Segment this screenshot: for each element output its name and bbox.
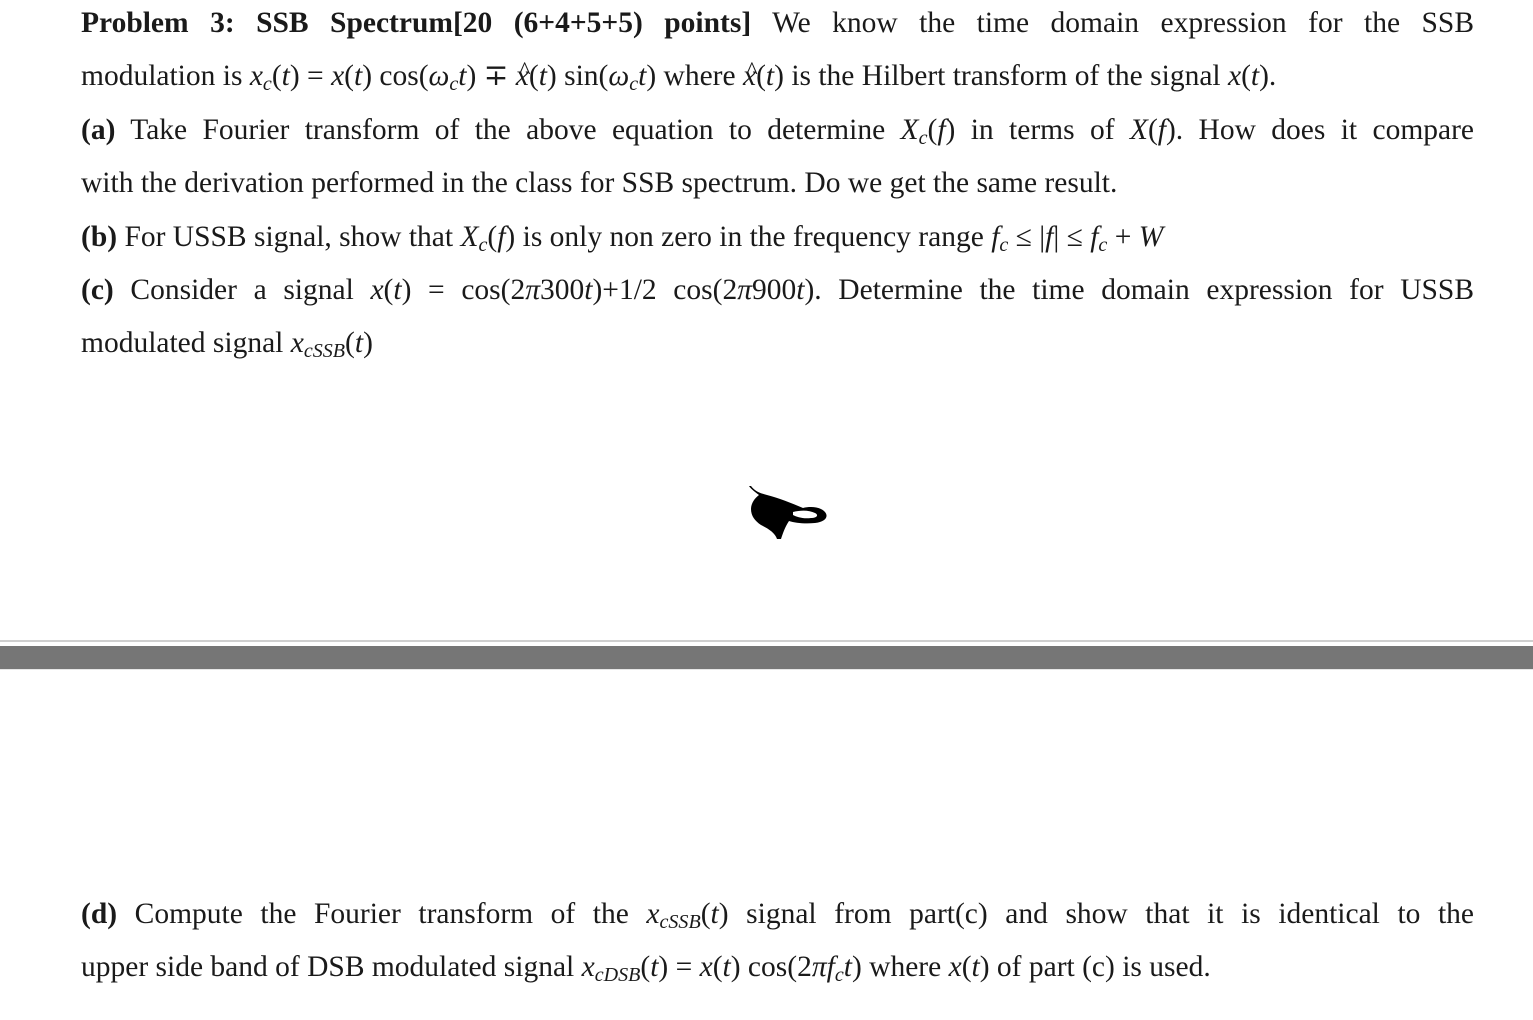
part-c-label: (c) <box>81 273 114 306</box>
signal-symbol: x(t). <box>1227 60 1277 93</box>
problem-upper-section <box>81 0 1474 371</box>
math-xcssb: $x_{cSSB}(t)$ <box>290 327 373 363</box>
part-b-text-2: is only non zero in the frequency range <box>522 220 984 253</box>
math-x-t-d: x(t) <box>948 951 990 984</box>
math-signal-def: x(t) = cos(2π300t)+1/2 cos(2π900t) <box>370 273 815 306</box>
math-range: $f_c \le |f| \le f_c + W$ <box>991 220 1164 256</box>
part-a-label: (a) <box>81 113 116 146</box>
part-d-line-1 <box>81 888 1474 941</box>
part-c-text-1: Consider a signal <box>130 273 354 306</box>
problem-intro-4: is the Hilbert transform of the signal <box>791 60 1221 93</box>
part-d-text-1: Compute the Fourier transform of the <box>134 898 629 930</box>
part-c-line-2 <box>81 317 1474 370</box>
pointer-blot-icon <box>745 483 831 543</box>
part-a-text-1: Take Fourier transform of the above equation to determine <box>130 113 886 146</box>
math-xcssb-d: $x_{cSSB}(t)$ <box>646 898 729 933</box>
part-d-line-2 <box>81 941 1474 994</box>
part-a-text-3: . How does it compare <box>1175 113 1475 146</box>
part-d-text-3: upper side band of DSB modulated signal <box>81 951 575 984</box>
part-b-text-1: For USSB signal, show that <box>124 220 454 253</box>
part-b-label: (b) <box>81 220 118 253</box>
hilbert-symbol: ^ x(t) <box>743 60 784 92</box>
problem-intro-2: modulation is <box>81 60 243 93</box>
math-x-f: X(f) <box>1129 113 1176 146</box>
problem-intro-1: We know the time domain expression for the SSB <box>772 7 1474 39</box>
part-d-text-4: where <box>869 951 942 984</box>
part-a-text-4: with the derivation performed in the class for SSB spectrum. Do we get the same result. <box>81 167 1118 200</box>
problem-title: Problem 3: SSB Spectrum[20 (6+4+5+5) points] <box>81 7 752 39</box>
part-d-text-2: signal from part(c) and show that it is identical to the <box>746 898 1475 930</box>
problem-line-1 <box>81 0 1474 50</box>
part-c-line-1 <box>81 264 1474 317</box>
problem-intro-3: where <box>663 60 736 93</box>
part-a-line-2 <box>81 157 1474 210</box>
problem-lower-section <box>81 888 1474 995</box>
equation-ssb: $x_c(t) = x(t) \cos(\omega_ct)$ ∓ ^ x(t) $\sin(\omega_ct)$ <box>250 60 656 92</box>
part-a-line-1 <box>81 104 1474 157</box>
part-c-text-3: modulated signal <box>81 327 284 360</box>
math-xc-f: $X_c(f)$ <box>900 113 956 149</box>
page-separator-bar <box>0 646 1533 670</box>
math-xc-f-b: $X_c(f)$ <box>460 220 516 256</box>
part-c-text-2: . Determine the time domain expression for USSB <box>814 273 1475 306</box>
part-b-line <box>81 211 1474 264</box>
page-separator <box>0 640 1533 672</box>
part-d-label: (d) <box>81 898 118 930</box>
part-d-text-5: of part (c) is used. <box>996 951 1211 984</box>
math-xcdsb: $x_{cDSB}(t) = x(t)$ $\cos(2\pi f_ct)$ <box>581 951 862 987</box>
part-a-text-2: in terms of <box>970 113 1115 146</box>
problem-line-2 <box>81 50 1474 103</box>
